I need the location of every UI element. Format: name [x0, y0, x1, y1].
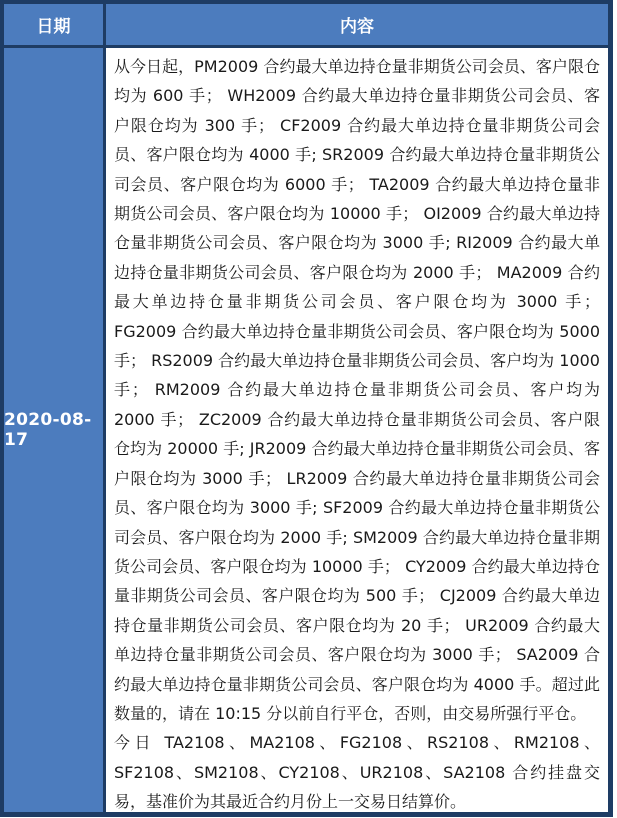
header-cell-date: 日期 [4, 4, 103, 45]
date-cell: 2020-08-17 [4, 48, 103, 812]
content-cell [106, 48, 608, 812]
content-paragraph-limits: 从今日起，PM2009 合约最大单边持仓量非期货公司会员、客户限仓均为 600 手； WH2009 合约最大单边持仓量非期货公司会员、客户限仓均为 300 手； CF2009 合约最大单边持仓量非期货公司会员、客户限仓均为 4000 手; SR2009 合约最大单边持仓量非期货公司会员、客户限仓均为 6000 手； TA2009 合约最大单边持仓量非期货公司会员、客户限仓均为 10000 手； OI2009 合约最大单边持仓量非期货公司会员、客户限仓均为 3000 手; RI2009 合约最大单边持仓量非期货公司会员、客户限仓均为 2000 手； MA2009 合约最大单边持仓量非期货公司会员、客户限仓均为 3000 手； FG2009 合约最大单边持仓量非期货公司会员、客户限仓均为 5000 手； RS2009 合约最大单边持仓量非期货公司会员、客户均为 1000 手； RM2009 合约最大单边持仓量非期货公司会员、客户均为 2000 手； ZC2009 合约最大单边持仓量非期货公司会员、客户限仓均为 20000 手; JR2009 合约最大单边持仓量非期货公司会员、客户限仓均为 3000 手； LR2009 合约最大单边持仓量非期货公司会员、客户限仓均为 3000 手; SF2009 合约最大单边持仓量非期货公司会员、客户限仓均为 2000 手; SM2009 合约最大单边持仓量非期货公司会员、客户限仓均为 10000 手； CY2009 合约最大单边持仓量非期货公司会员、客户限仓均为 500 手； CJ2009 合约最大单边持仓量非期货公司会员、客户限仓均为 20 手； UR2009 合约最大单边持仓量非期货公司会员、客户限仓均为 3000 手； SA2009 合约最大单边持仓量非期货公司会员、客户限仓均为 4000 手。超过此数量的，请在 10:15 分以前自行平仓，否则，由交易所强行平仓。 [114, 57, 600, 723]
header-cell-content: 内容 [106, 4, 608, 45]
content-paragraph-new-contracts: 今日 TA2108、MA2108、FG2108、RS2108、RM2108、SF2108、SM2108、CY2108、UR2108、SA2108 合约挂盘交易，基准价为其最近合约月份上一交易日结算价。 [114, 733, 600, 812]
